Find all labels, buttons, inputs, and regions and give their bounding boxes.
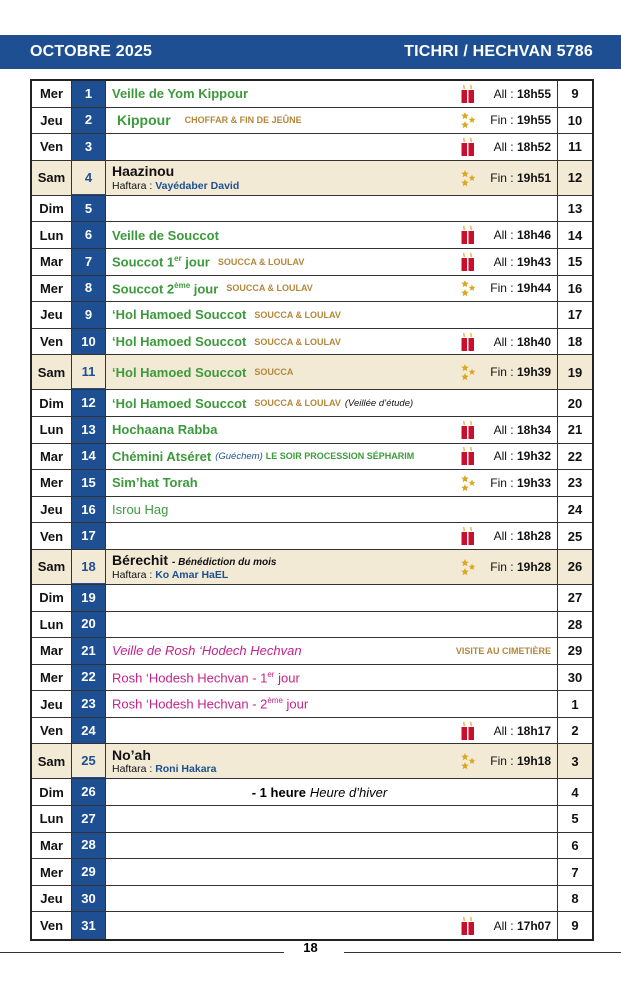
event-note: VISITE AU CIMETIÈRE bbox=[455, 645, 551, 656]
event-cell bbox=[106, 108, 558, 134]
date-cell: 14 bbox=[72, 444, 106, 470]
shabbat-time: All : 18h17 bbox=[493, 723, 551, 738]
date-cell: 16 bbox=[72, 497, 106, 523]
date-cell: 19 bbox=[72, 585, 106, 611]
weekday-cell: Mar bbox=[32, 249, 72, 275]
event-note: SOUCCA bbox=[254, 367, 294, 378]
hebrew-date-cell: 29 bbox=[567, 643, 583, 659]
candles-icon bbox=[460, 420, 476, 440]
event-note: (Veillée d’étude) bbox=[344, 397, 414, 409]
hebrew-date-cell: 8 bbox=[571, 891, 579, 907]
hebrew-date-cell: 4 bbox=[571, 784, 579, 800]
event-name: Veille de Rosh ‘Hodech Hechvan bbox=[112, 643, 302, 659]
event-cell bbox=[106, 390, 558, 416]
weekday-cell: Mer bbox=[32, 81, 72, 107]
shabbat-time: All : 18h52 bbox=[493, 139, 551, 154]
event-name: ‘Hol Hamoed Souccot bbox=[112, 364, 247, 380]
event-cell bbox=[106, 470, 558, 496]
date-cell: 23 bbox=[72, 691, 106, 717]
time-change-label: Heure d’hiver bbox=[309, 784, 388, 800]
hebrew-date-cell: 25 bbox=[567, 528, 583, 544]
event-cell bbox=[106, 249, 558, 275]
calendar-row bbox=[32, 196, 592, 223]
date-cell: 13 bbox=[72, 417, 106, 443]
event-cell bbox=[106, 444, 558, 470]
event-cell bbox=[106, 222, 558, 248]
candles-icon bbox=[460, 84, 476, 104]
event-name: ‘Hol Hamoed Souccot bbox=[112, 334, 247, 350]
shabbat-time: All : 18h34 bbox=[493, 422, 551, 437]
event-cell bbox=[106, 718, 558, 744]
date-cell: 28 bbox=[72, 833, 106, 859]
shabbat-time: All : 19h32 bbox=[493, 449, 551, 464]
weekday-cell: Lun bbox=[32, 612, 72, 638]
calendar-row bbox=[32, 390, 592, 417]
weekday-cell: Lun bbox=[32, 222, 72, 248]
event-name: Rosh ‘Hodesh Hechvan - 1er jour bbox=[112, 669, 300, 686]
date-cell: 27 bbox=[72, 806, 106, 832]
calendar-row bbox=[32, 744, 592, 779]
event-name: Chémini Atséret bbox=[112, 448, 212, 464]
hebrew-date-cell: 24 bbox=[567, 502, 583, 518]
candles-icon bbox=[460, 446, 476, 466]
calendar-row bbox=[32, 638, 592, 665]
shabbat-time: Fin : 19h28 bbox=[490, 559, 551, 574]
event-cell bbox=[106, 550, 558, 584]
candles-icon bbox=[460, 252, 476, 272]
candles-icon bbox=[460, 526, 476, 546]
date-cell: 15 bbox=[72, 470, 106, 496]
calendar-row bbox=[32, 302, 592, 329]
event-name: Isrou Hag bbox=[112, 502, 169, 518]
date-cell: 8 bbox=[72, 276, 106, 302]
date-cell: 1 bbox=[72, 81, 106, 107]
weekday-cell: Mar bbox=[32, 833, 72, 859]
event-cell bbox=[106, 329, 558, 355]
date-cell: 12 bbox=[72, 390, 106, 416]
calendar-row bbox=[32, 612, 592, 639]
shabbat-time: All : 19h43 bbox=[493, 254, 551, 269]
parasha-name: Bérechit bbox=[112, 552, 169, 569]
shabbat-time: Fin : 19h18 bbox=[490, 754, 551, 769]
event-name: Veille de Yom Kippour bbox=[112, 86, 249, 102]
calendar-row bbox=[32, 108, 592, 135]
event-cell bbox=[106, 779, 558, 805]
hebrew-date-cell: 30 bbox=[567, 669, 583, 685]
event-note: LE SOIR PROCESSION SÉPHARIM bbox=[265, 451, 415, 462]
stars-icon bbox=[460, 557, 476, 577]
weekday-cell: Ven bbox=[32, 912, 72, 939]
stars-icon bbox=[460, 278, 476, 298]
candles-icon bbox=[460, 332, 476, 352]
time-change-amount: - 1 heure bbox=[251, 784, 306, 800]
weekday-cell: Mer bbox=[32, 665, 72, 691]
hebrew-date-cell: 5 bbox=[571, 811, 579, 827]
parasha-name: Haazinou bbox=[112, 163, 175, 180]
parasha-block bbox=[112, 552, 276, 581]
calendar-row bbox=[32, 134, 592, 161]
stars-icon bbox=[460, 473, 476, 493]
hebrew-date-cell: 9 bbox=[571, 86, 579, 102]
calendar-row bbox=[32, 585, 592, 612]
calendar-row bbox=[32, 417, 592, 444]
hebrew-date-cell: 17 bbox=[567, 307, 583, 323]
date-cell: 3 bbox=[72, 134, 106, 160]
date-cell: 18 bbox=[72, 550, 106, 584]
weekday-cell: Dim bbox=[32, 585, 72, 611]
haftara-name: Ko Amar HaEL bbox=[155, 568, 229, 581]
event-cell bbox=[106, 665, 558, 691]
shabbat-time: All : 18h46 bbox=[493, 228, 551, 243]
calendar-row bbox=[32, 523, 592, 550]
event-cell bbox=[106, 585, 558, 611]
date-cell: 20 bbox=[72, 612, 106, 638]
page-footer bbox=[0, 940, 621, 960]
hebrew-date-cell: 6 bbox=[571, 837, 579, 853]
hebrew-date-cell: 27 bbox=[567, 590, 583, 606]
hebrew-date-cell: 10 bbox=[567, 112, 583, 128]
date-cell: 2 bbox=[72, 108, 106, 134]
parasha-block bbox=[112, 163, 239, 192]
calendar-row bbox=[32, 497, 592, 524]
haftara-line bbox=[112, 764, 216, 776]
weekday-cell: Mer bbox=[32, 276, 72, 302]
candles-icon bbox=[460, 721, 476, 741]
hebrew-date-cell: 19 bbox=[558, 355, 592, 389]
calendar-row bbox=[32, 779, 592, 806]
event-cell bbox=[106, 81, 558, 107]
haftara-name: Vayédaber David bbox=[155, 179, 240, 192]
hebrew-date-cell: 13 bbox=[567, 201, 583, 217]
event-cell bbox=[106, 134, 558, 160]
hebrew-date-cell: 20 bbox=[567, 395, 583, 411]
weekday-cell: Sam bbox=[32, 161, 72, 195]
calendar-row bbox=[32, 329, 592, 356]
calendar-row bbox=[32, 665, 592, 692]
date-cell: 31 bbox=[72, 912, 106, 939]
parasha-name: No’ah bbox=[112, 746, 151, 763]
calendar-row bbox=[32, 691, 592, 718]
calendar-row bbox=[32, 806, 592, 833]
date-cell: 24 bbox=[72, 718, 106, 744]
page-header bbox=[0, 35, 621, 69]
month-title: OCTOBRE 2025 bbox=[30, 43, 153, 60]
event-cell bbox=[106, 833, 558, 859]
benediction-note: - Bénédiction du mois bbox=[172, 557, 277, 569]
calendar-row bbox=[32, 444, 592, 471]
weekday-cell: Sam bbox=[32, 550, 72, 584]
hebrew-date-cell: 22 bbox=[567, 448, 583, 464]
event-note: SOUCCA & LOULAV bbox=[254, 336, 341, 347]
event-name: Rosh ‘Hodesh Hechvan - 2ème jour bbox=[112, 696, 309, 712]
hebrew-date-cell: 11 bbox=[568, 139, 582, 155]
page-number: 18 bbox=[303, 940, 318, 955]
weekday-cell: Dim bbox=[32, 779, 72, 805]
event-name: Souccot 1er jour bbox=[112, 254, 210, 270]
haftara-line bbox=[112, 570, 276, 582]
shabbat-time: Fin : 19h39 bbox=[490, 365, 551, 380]
stars-icon bbox=[460, 110, 476, 130]
event-note: (Guéchem) bbox=[215, 450, 263, 462]
event-name: ‘Hol Hamoed Souccot bbox=[112, 395, 247, 411]
parasha-line bbox=[112, 163, 239, 181]
event-name: Sim’hat Torah bbox=[112, 475, 198, 491]
hebrew-date-cell: 23 bbox=[567, 475, 583, 491]
weekday-cell: Jeu bbox=[32, 108, 72, 134]
calendar-row bbox=[32, 833, 592, 860]
calendar-row bbox=[32, 222, 592, 249]
hebrew-date-cell: 1 bbox=[571, 696, 579, 712]
event-cell bbox=[106, 612, 558, 638]
calendar-row bbox=[32, 249, 592, 276]
weekday-cell: Mer bbox=[32, 859, 72, 885]
shabbat-time: Fin : 19h55 bbox=[490, 113, 551, 128]
date-cell: 25 bbox=[72, 744, 106, 778]
weekday-cell: Dim bbox=[32, 390, 72, 416]
event-cell bbox=[106, 744, 558, 778]
date-cell: 29 bbox=[72, 859, 106, 885]
event-name: ‘Hol Hamoed Souccot bbox=[112, 307, 247, 323]
weekday-cell: Jeu bbox=[32, 497, 72, 523]
event-name: Souccot 2ème jour bbox=[112, 280, 219, 297]
shabbat-time: All : 18h28 bbox=[493, 529, 551, 544]
date-cell: 11 bbox=[72, 355, 106, 389]
weekday-cell: Dim bbox=[32, 196, 72, 222]
event-cell bbox=[106, 638, 558, 664]
candles-icon bbox=[460, 137, 476, 157]
parasha-line bbox=[112, 747, 216, 765]
stars-icon bbox=[460, 168, 476, 188]
haftara-name: Roni Hakara bbox=[155, 763, 217, 776]
weekday-cell: Sam bbox=[32, 355, 72, 389]
hebrew-date-cell: 15 bbox=[567, 254, 583, 270]
weekday-cell: Ven bbox=[32, 718, 72, 744]
date-cell: 10 bbox=[72, 329, 106, 355]
weekday-cell: Jeu bbox=[32, 691, 72, 717]
event-name: Kippour bbox=[117, 112, 171, 129]
date-cell: 17 bbox=[72, 523, 106, 549]
date-cell: 26 bbox=[72, 779, 106, 805]
hebrew-date-cell: 12 bbox=[558, 161, 592, 195]
hebrew-date-cell: 21 bbox=[567, 422, 583, 438]
haftara-label: Haftara : bbox=[112, 763, 156, 776]
weekday-cell: Ven bbox=[32, 523, 72, 549]
hebrew-date-cell: 7 bbox=[571, 864, 579, 880]
shabbat-time: Fin : 19h33 bbox=[490, 475, 551, 490]
candles-icon bbox=[460, 916, 476, 936]
calendar-row bbox=[32, 886, 592, 913]
weekday-cell: Lun bbox=[32, 417, 72, 443]
hebrew-date-cell: 18 bbox=[567, 334, 583, 350]
date-cell: 30 bbox=[72, 886, 106, 912]
event-cell bbox=[106, 806, 558, 832]
weekday-cell: Lun bbox=[32, 806, 72, 832]
calendar-row bbox=[32, 276, 592, 303]
shabbat-time: All : 17h07 bbox=[493, 918, 551, 933]
hebrew-date-cell: 3 bbox=[558, 744, 592, 778]
calendar-row bbox=[32, 550, 592, 585]
weekday-cell: Jeu bbox=[32, 302, 72, 328]
event-cell bbox=[106, 912, 558, 939]
weekday-cell: Sam bbox=[32, 744, 72, 778]
shabbat-time: Fin : 19h44 bbox=[490, 281, 551, 296]
calendar-row bbox=[32, 470, 592, 497]
shabbat-time: Fin : 19h51 bbox=[490, 170, 551, 185]
event-note: SOUCCA & LOULAV bbox=[254, 309, 341, 320]
calendar-table bbox=[30, 79, 594, 941]
event-name: Hochaana Rabba bbox=[112, 422, 218, 438]
event-note: SOUCCA & LOULAV bbox=[254, 398, 341, 409]
weekday-cell: Mer bbox=[32, 470, 72, 496]
event-name: Veille de Souccot bbox=[112, 227, 219, 243]
event-cell bbox=[106, 161, 558, 195]
event-note: SOUCCA & LOULAV bbox=[226, 283, 313, 294]
weekday-cell: Mar bbox=[32, 638, 72, 664]
stars-icon bbox=[460, 751, 476, 771]
calendar-row bbox=[32, 81, 592, 108]
date-cell: 5 bbox=[72, 196, 106, 222]
haftara-label: Haftara : bbox=[112, 179, 156, 192]
event-cell bbox=[106, 276, 558, 302]
event-note: CHOFFAR & FIN DE JEÛNE bbox=[184, 115, 302, 126]
date-cell: 6 bbox=[72, 222, 106, 248]
time-change-note bbox=[112, 785, 557, 800]
parasha-line bbox=[112, 552, 276, 570]
date-cell: 21 bbox=[72, 638, 106, 664]
calendar-row bbox=[32, 718, 592, 745]
haftara-line bbox=[112, 181, 239, 193]
calendar-row bbox=[32, 859, 592, 886]
date-cell: 4 bbox=[72, 161, 106, 195]
event-cell bbox=[106, 523, 558, 549]
event-cell bbox=[106, 497, 558, 523]
shabbat-time: All : 18h55 bbox=[493, 86, 551, 101]
date-cell: 7 bbox=[72, 249, 106, 275]
event-cell bbox=[106, 417, 558, 443]
hebrew-date-cell: 28 bbox=[567, 616, 583, 632]
event-cell bbox=[106, 196, 558, 222]
hebrew-date-cell: 26 bbox=[558, 550, 592, 584]
calendar-row bbox=[32, 161, 592, 196]
weekday-cell: Ven bbox=[32, 329, 72, 355]
event-cell bbox=[106, 859, 558, 885]
haftara-label: Haftara : bbox=[112, 568, 156, 581]
shabbat-time: All : 18h40 bbox=[493, 334, 551, 349]
hebrew-date-cell: 9 bbox=[571, 918, 579, 934]
date-cell: 22 bbox=[72, 665, 106, 691]
weekday-cell: Mar bbox=[32, 444, 72, 470]
weekday-cell: Ven bbox=[32, 134, 72, 160]
event-cell bbox=[106, 886, 558, 912]
calendar-row bbox=[32, 912, 592, 939]
event-note: SOUCCA & LOULAV bbox=[217, 256, 305, 267]
calendar-row bbox=[32, 355, 592, 390]
hebrew-date-cell: 2 bbox=[571, 723, 579, 739]
hebrew-date-cell: 14 bbox=[567, 227, 583, 243]
candles-icon bbox=[460, 225, 476, 245]
hebrew-month-title: TICHRI / HECHVAN 5786 bbox=[404, 43, 593, 60]
event-cell bbox=[106, 691, 558, 717]
hebrew-date-cell: 16 bbox=[567, 280, 583, 296]
event-cell bbox=[106, 355, 558, 389]
parasha-block bbox=[112, 747, 216, 776]
event-cell bbox=[106, 302, 558, 328]
stars-icon bbox=[460, 362, 476, 382]
weekday-cell: Jeu bbox=[32, 886, 72, 912]
date-cell: 9 bbox=[72, 302, 106, 328]
